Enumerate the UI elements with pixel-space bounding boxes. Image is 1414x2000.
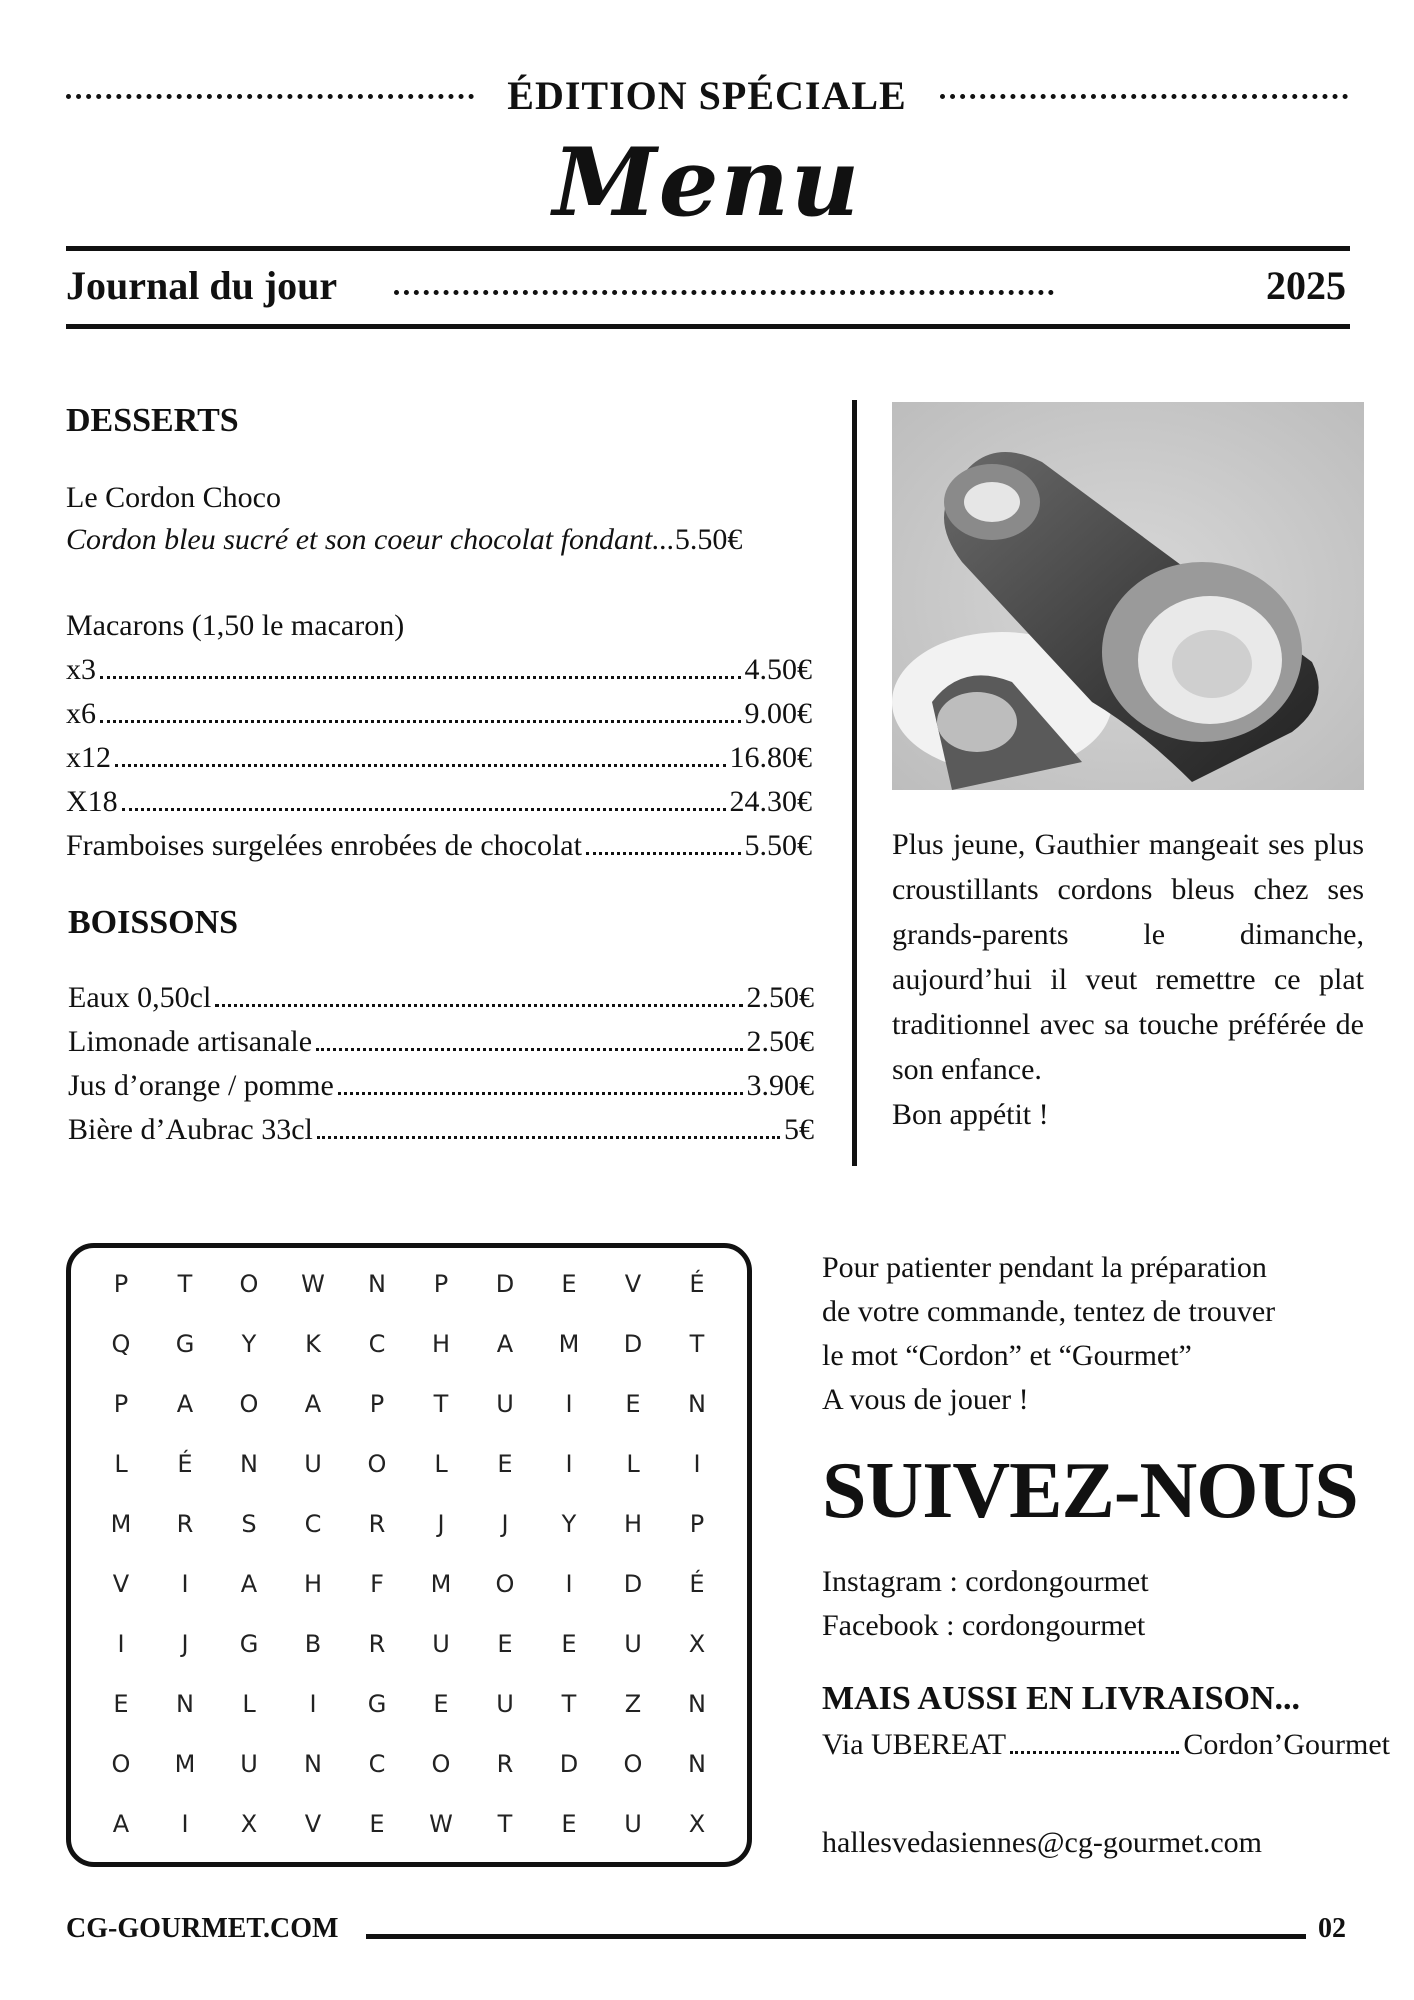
delivery-row (822, 1728, 1390, 1763)
grid-letter: M (558, 1330, 580, 1358)
word-search-grid (66, 1243, 752, 1867)
page-number: 02 (1318, 1913, 1346, 1944)
game-instructions (822, 1246, 1382, 1422)
grid-letter: R (368, 1510, 386, 1538)
grid-letter: P (113, 1390, 129, 1418)
grid-letter: E (433, 1690, 449, 1718)
leader-dots (100, 676, 741, 679)
grid-letter: J (181, 1630, 189, 1658)
grid-letter: O (431, 1750, 451, 1778)
story-closing: Bon appétit ! (892, 1098, 1049, 1131)
grid-letter: E (625, 1390, 641, 1418)
dessert-photo (892, 402, 1364, 790)
grid-letter: O (239, 1270, 259, 1298)
dessert-row (66, 648, 812, 692)
grid-letter: G (239, 1630, 259, 1658)
leader-dots (1010, 1751, 1179, 1754)
grid-letter: I (565, 1390, 573, 1418)
journal-dotted-line (394, 290, 1054, 295)
grid-letter: G (175, 1330, 195, 1358)
grid-letter: T (433, 1390, 449, 1418)
grid-letter: T (497, 1810, 513, 1838)
grid-letter: C (304, 1510, 322, 1538)
grid-letter: S (241, 1510, 257, 1538)
story-text-block (892, 822, 1364, 1137)
choco-description: Cordon bleu sucré et son coeur chocolat fondant... (66, 523, 675, 556)
choco-price: 5.50€ (674, 523, 743, 556)
grid-letter: V (112, 1570, 130, 1598)
grid-letter: D (495, 1270, 515, 1298)
drink-row (68, 1108, 814, 1152)
grid-letter: A (496, 1330, 514, 1358)
grid-letter: U (496, 1690, 514, 1718)
grid-letter: H (431, 1330, 451, 1358)
grid-letter: X (240, 1810, 258, 1838)
grid-letter: A (240, 1570, 258, 1598)
grid-letter: É (689, 1270, 705, 1298)
grid-letter: P (433, 1270, 449, 1298)
grid-letter: U (624, 1630, 642, 1658)
grid-letter: L (114, 1450, 128, 1478)
grid-letter: E (561, 1630, 577, 1658)
grid-letter: G (367, 1690, 387, 1718)
instagram-handle: Instagram : cordongourmet (822, 1565, 1149, 1598)
grid-letter: P (369, 1390, 385, 1418)
grid-letter: N (304, 1750, 322, 1778)
grid-letter: O (367, 1450, 387, 1478)
grid-letter: W (429, 1810, 453, 1838)
grid-letter: J (437, 1510, 445, 1538)
social-links (822, 1560, 1149, 1648)
grid-letter: R (496, 1750, 514, 1778)
grid-letter: E (497, 1630, 513, 1658)
grid-letter: M (430, 1570, 452, 1598)
grid-letter: E (497, 1450, 513, 1478)
grid-letter: V (304, 1810, 322, 1838)
macarons-title: Macarons (1,50 le macaron) (66, 609, 405, 642)
dessert-label: X18 (66, 785, 118, 818)
grid-letter: D (559, 1750, 579, 1778)
header-rule-bottom (66, 324, 1350, 329)
grid-letter: N (368, 1270, 386, 1298)
dessert-row (66, 780, 812, 824)
grid-letter: L (626, 1450, 640, 1478)
leader-dots (317, 1136, 780, 1139)
grid-letter: P (113, 1270, 129, 1298)
grid-letter: U (432, 1630, 450, 1658)
drink-label: Bière d’Aubrac 33cl (68, 1113, 313, 1146)
grid-letter: O (495, 1570, 515, 1598)
grid-letter: Q (111, 1330, 131, 1358)
grid-letter: I (117, 1630, 125, 1658)
dessert-label: x12 (66, 741, 111, 774)
column-divider (852, 400, 857, 1166)
page-title: Menu (552, 128, 862, 238)
drink-price: 5€ (784, 1113, 814, 1146)
grid-letter: E (369, 1810, 385, 1838)
dessert-row (66, 824, 812, 868)
drink-row (68, 1020, 814, 1064)
boissons-title: BOISSONS (68, 904, 239, 941)
leader-dots (215, 1004, 742, 1007)
grid-letter: I (565, 1450, 573, 1478)
year-label: 2025 (1266, 263, 1346, 308)
dessert-label: Framboises surgelées enrobées de chocolat (66, 829, 582, 862)
grid-letter: N (688, 1750, 706, 1778)
grid-letter: R (368, 1630, 386, 1658)
drink-label: Jus d’orange / pomme (68, 1069, 334, 1102)
leader-dots (586, 852, 741, 855)
grid-letter: K (305, 1330, 321, 1358)
delivery-via: Via UBEREAT (822, 1728, 1007, 1761)
grid-letter: I (693, 1450, 701, 1478)
grid-letter: T (177, 1270, 193, 1298)
dessert-price: 4.50€ (744, 653, 812, 686)
footer-rule (366, 1934, 1306, 1939)
drink-label: Eaux 0,50cl (68, 981, 212, 1014)
grid-letter: I (309, 1690, 317, 1718)
grid-letter: E (561, 1810, 577, 1838)
dessert-label: x6 (66, 697, 96, 730)
grid-letter: I (565, 1570, 573, 1598)
grid-letter: O (623, 1750, 643, 1778)
game-line: le mot “Cordon” et “Gourmet” (822, 1339, 1192, 1372)
grid-letter: X (688, 1630, 706, 1658)
dessert-price: 5.50€ (744, 829, 812, 862)
journal-label: Journal du jour (66, 263, 338, 308)
grid-letter: X (688, 1810, 706, 1838)
grid-letter: H (623, 1510, 643, 1538)
header-rule-top (66, 246, 1350, 251)
grid-letter: H (303, 1570, 323, 1598)
drink-label: Limonade artisanale (68, 1025, 313, 1058)
grid-letter: É (177, 1450, 193, 1478)
grid-letter: P (689, 1510, 705, 1538)
grid-letter: I (181, 1570, 189, 1598)
grid-letter: W (301, 1270, 325, 1298)
grid-letter: L (242, 1690, 256, 1718)
grid-letter: N (240, 1450, 258, 1478)
grid-letter: M (174, 1750, 196, 1778)
drink-row (68, 1064, 814, 1108)
grid-letter: Y (241, 1330, 257, 1358)
desserts-title: DESSERTS (66, 402, 239, 439)
story-text: Plus jeune, Gauthier mangeait ses plus croustillants cordons bleus chez ses grands-parents le dimanche, aujourd’hui il veut remettre ce plat traditionnel avec sa touche préférée de son enfance. (892, 828, 1364, 1086)
leader-dots (316, 1048, 742, 1051)
drink-row (68, 976, 814, 1020)
game-line: Pour patienter pendant la préparation (822, 1251, 1267, 1284)
grid-letter: L (434, 1450, 448, 1478)
drink-price: 2.50€ (746, 1025, 814, 1058)
choco-name: Le Cordon Choco (66, 481, 281, 514)
follow-title: SUIVEZ-NOUS (822, 1447, 1358, 1535)
grid-letter: M (110, 1510, 132, 1538)
dessert-row (66, 692, 812, 736)
grid-letter: R (176, 1510, 194, 1538)
grid-letter: B (304, 1630, 322, 1658)
grid-letter: V (624, 1270, 642, 1298)
grid-letter: A (112, 1810, 130, 1838)
footer-site: CG-GOURMET.COM (66, 1913, 339, 1944)
grid-letter: C (368, 1330, 386, 1358)
grid-letter: A (176, 1390, 194, 1418)
grid-letter: E (561, 1270, 577, 1298)
game-line: de votre commande, tentez de trouver (822, 1295, 1276, 1328)
drink-price: 2.50€ (746, 981, 814, 1014)
grid-letter: O (111, 1750, 131, 1778)
grid-letter: Z (624, 1690, 642, 1718)
leader-dots (122, 808, 726, 811)
grid-letter: U (496, 1390, 514, 1418)
dessert-label: x3 (66, 653, 96, 686)
dessert-row (66, 736, 812, 780)
leader-dots (100, 720, 741, 723)
game-line: A vous de jouer ! (822, 1383, 1029, 1416)
leader-dots (115, 764, 726, 767)
grid-letter: O (239, 1390, 259, 1418)
choco-description-row (66, 518, 826, 562)
grid-letter: C (368, 1750, 386, 1778)
dessert-price: 9.00€ (744, 697, 812, 730)
grid-letter: J (501, 1510, 509, 1538)
grid-letter: N (176, 1690, 194, 1718)
delivery-title: MAIS AUSSI EN LIVRAISON... (822, 1680, 1301, 1717)
grid-letter: F (370, 1570, 384, 1598)
grid-letter: N (688, 1690, 706, 1718)
dessert-price: 16.80€ (729, 741, 812, 774)
grid-letter: É (689, 1570, 705, 1598)
contact-email: hallesvedasiennes@cg-gourmet.com (822, 1826, 1262, 1859)
edition-label: ÉDITION SPÉCIALE (507, 73, 907, 118)
grid-letter: Y (561, 1510, 577, 1538)
facebook-handle: Facebook : cordongourmet (822, 1609, 1146, 1642)
grid-letter: N (688, 1390, 706, 1418)
grid-letter: T (689, 1330, 705, 1358)
dessert-price: 24.30€ (729, 785, 812, 818)
leader-dots (338, 1092, 743, 1095)
grid-letter: U (624, 1810, 642, 1838)
grid-letter: U (304, 1450, 322, 1478)
grid-letter: A (304, 1390, 322, 1418)
grid-letter: E (113, 1690, 129, 1718)
grid-letter: D (623, 1570, 643, 1598)
delivery-name: Cordon’Gourmet (1183, 1728, 1390, 1761)
grid-letter: I (181, 1810, 189, 1838)
grid-letter: U (240, 1750, 258, 1778)
grid-letter: T (561, 1690, 577, 1718)
drink-price: 3.90€ (746, 1069, 814, 1102)
grid-letter: D (623, 1330, 643, 1358)
